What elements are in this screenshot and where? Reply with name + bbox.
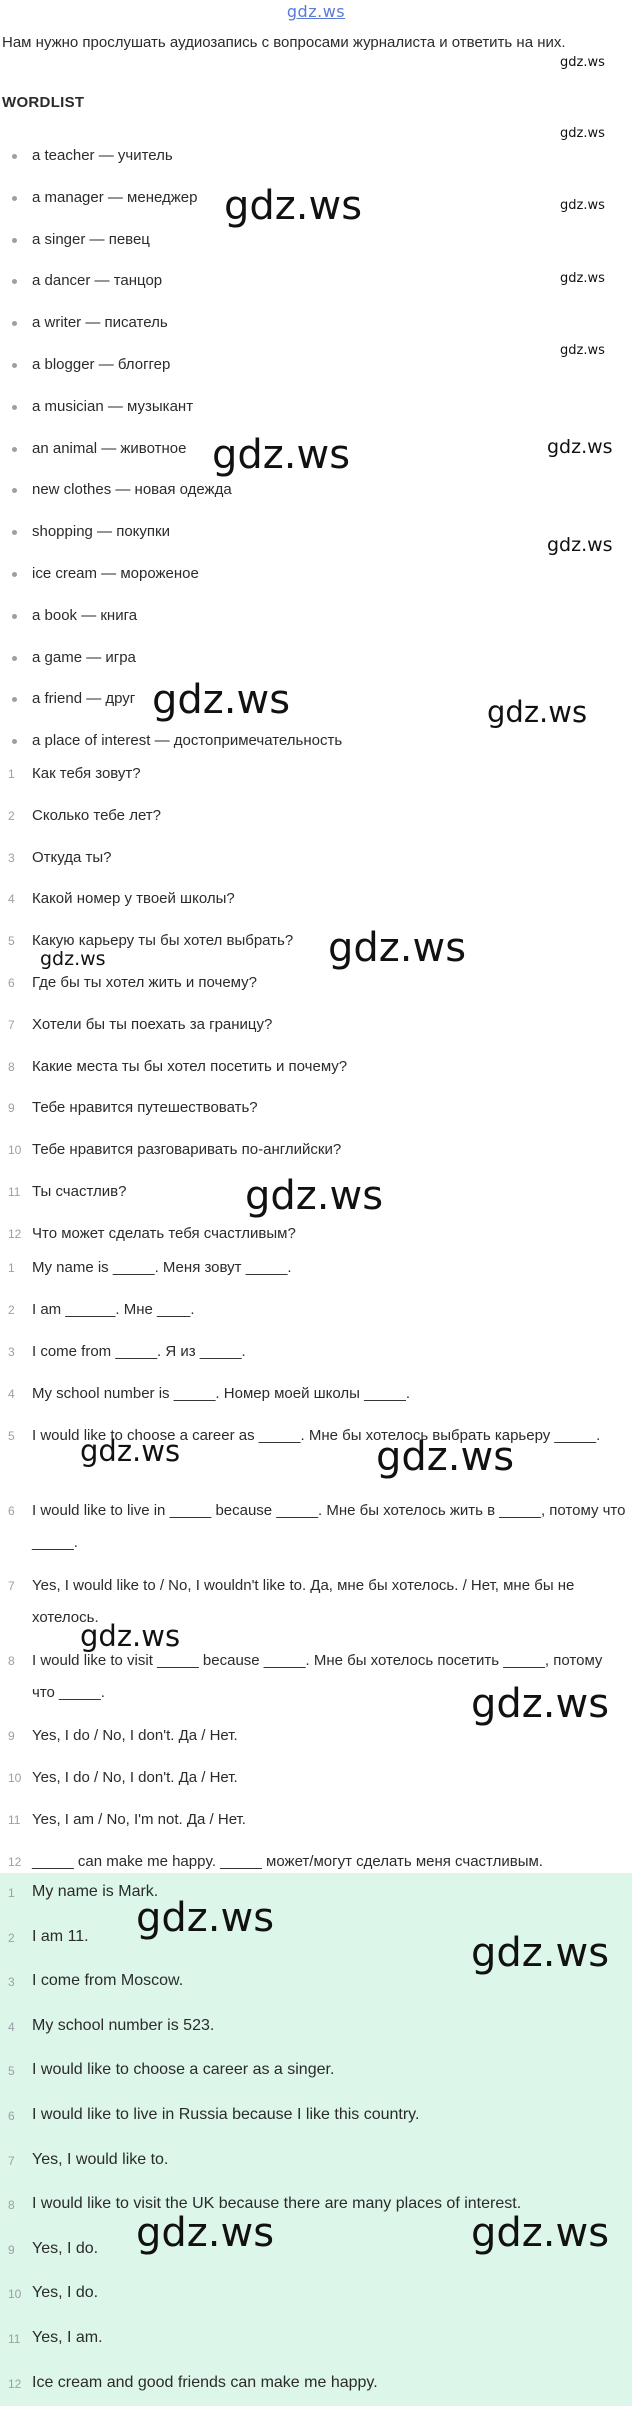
watermark: gdz.ws: [376, 1434, 515, 1480]
bullet-icon: [12, 279, 17, 284]
watermark: gdz.ws: [560, 55, 605, 70]
bullet-icon: [12, 238, 17, 243]
wordlist-item-text: a game — игра: [32, 648, 136, 666]
question-item: [0, 760, 632, 802]
item-number: 4: [8, 1387, 15, 1401]
wordlist-item: [0, 476, 342, 518]
watermark: gdz.ws: [471, 1930, 610, 1976]
template-text: I come from _____. Я из _____.: [32, 1343, 246, 1360]
item-number: 12: [8, 2376, 22, 2391]
answer-text: I would like to choose a career as a singer.: [32, 2061, 335, 2079]
watermark: gdz.ws: [328, 925, 467, 971]
template-item: [0, 1294, 632, 1336]
wordlist-item: [0, 560, 342, 602]
item-number: 8: [8, 1654, 15, 1668]
template-text: Yes, I do / No, I don't. Да / Нет.: [32, 1727, 238, 1744]
question-text: Какие места ты бы хотел посетить и почему?: [32, 1057, 348, 1075]
item-number: 8: [8, 2198, 15, 2213]
watermark: gdz.ws: [212, 432, 351, 478]
answer-text: I am 11.: [32, 1927, 89, 1945]
wordlist-item-text: a blogger — блоггер: [32, 355, 171, 373]
question-text: Сколько тебе лет?: [32, 806, 162, 824]
item-number: 10: [8, 1143, 22, 1158]
watermark: gdz.ws: [80, 1434, 181, 1468]
answer-text: My name is Mark.: [32, 1883, 159, 1900]
item-number: 6: [8, 2108, 15, 2123]
item-number: 12: [8, 1226, 22, 1241]
item-number: 7: [8, 1579, 15, 1593]
template-text: I am ______. Мне ____.: [32, 1301, 195, 1318]
wordlist-item: [0, 602, 342, 644]
item-number: 8: [8, 1059, 15, 1074]
wordlist-item-text: a teacher — учитель: [32, 147, 173, 164]
bullet-icon: [12, 321, 17, 326]
wordlist-item-text: a singer — певец: [32, 230, 150, 248]
watermark: gdz.ws: [224, 183, 363, 229]
item-number: 2: [8, 1303, 15, 1317]
template-item: [0, 1495, 632, 1570]
item-number: 3: [8, 1975, 15, 1990]
item-number: 1: [8, 1886, 15, 1900]
bullet-icon: [12, 405, 17, 410]
answer-item: [0, 2368, 632, 2412]
watermark: gdz.ws: [136, 1895, 275, 1941]
answer-text: My school number is 523.: [32, 2016, 215, 2034]
wordlist-item-text: new clothes — новая одежда: [32, 481, 232, 499]
watermark: gdz.ws: [152, 677, 291, 723]
answer-templates-list: [0, 1252, 632, 1888]
answer-text: I would like to live in Russia because I like this country.: [32, 2105, 420, 2123]
item-number: 5: [8, 934, 15, 949]
template-item: [0, 1336, 632, 1378]
item-number: 2: [8, 808, 15, 823]
answer-text: Yes, I would like to.: [32, 2150, 169, 2168]
item-number: 3: [8, 1345, 15, 1359]
wordlist-item: [0, 351, 342, 393]
question-item: [0, 1136, 632, 1178]
item-number: 5: [8, 2064, 15, 2079]
question-text: Откуда ты?: [32, 848, 112, 866]
watermark: gdz.ws: [547, 436, 613, 458]
template-text: _____ can make me happy. _____ может/могут сделать меня счастливым.: [32, 1853, 543, 1870]
wordlist-heading: WORDLIST: [2, 94, 85, 111]
bullet-icon: [12, 530, 17, 535]
item-number: 9: [8, 1729, 15, 1743]
item-number: 9: [8, 2242, 15, 2257]
item-number: 4: [8, 2019, 15, 2034]
template-item: [0, 1762, 632, 1804]
answer-item: [0, 2055, 632, 2100]
bullet-icon: [12, 154, 17, 159]
question-item: [0, 1011, 632, 1053]
question-item: [0, 1094, 632, 1136]
watermark: gdz.ws: [560, 271, 605, 286]
template-text: My name is _____. Меня зовут _____.: [32, 1259, 292, 1276]
site-logo[interactable]: gdz.ws: [286, 2, 346, 21]
watermark: gdz.ws: [136, 2210, 275, 2256]
wordlist-item-text: ice cream — мороженое: [32, 564, 199, 582]
wordlist-item: [0, 267, 342, 309]
item-number: 10: [8, 1771, 22, 1785]
wordlist-item-text: shopping — покупки: [32, 523, 170, 541]
watermark: gdz.ws: [547, 534, 613, 556]
answer-text: Yes, I am.: [32, 2328, 103, 2346]
wordlist-item-text: a friend — друг: [32, 690, 136, 708]
template-item: [0, 1252, 632, 1294]
bullet-icon: [12, 739, 17, 744]
question-item: [0, 885, 632, 927]
question-text: Что может сделать тебя счастливым?: [32, 1224, 296, 1242]
wordlist-item-text: a manager — менеджер: [32, 188, 198, 206]
template-text: My school number is _____. Номер моей школы _____.: [32, 1385, 411, 1402]
item-number: 10: [8, 2287, 22, 2302]
template-text: I would like to visit _____ because _____. Мне бы хотелось посетить _____, потому что _____.: [32, 1652, 603, 1701]
intro-text: Нам нужно прослушать аудиозапись с вопросами журналиста и ответить на них.: [2, 34, 566, 51]
watermark: gdz.ws: [80, 1619, 181, 1653]
wordlist-item: [0, 309, 342, 351]
item-number: 6: [8, 975, 15, 990]
question-item: [0, 969, 632, 1011]
wordlist-item-text: a musician — музыкант: [32, 397, 194, 415]
wordlist-item-text: a book — книга: [32, 606, 138, 624]
answer-item: [0, 2011, 632, 2056]
question-text: Какой номер у твоей школы?: [32, 890, 235, 908]
template-item: [0, 1378, 632, 1420]
item-number: 4: [8, 892, 15, 907]
item-number: 11: [8, 1813, 21, 1827]
item-number: 7: [8, 2153, 15, 2168]
watermark: gdz.ws: [245, 1173, 384, 1219]
wordlist-item-text: a dancer — танцор: [32, 272, 163, 290]
item-number: 12: [8, 1855, 22, 1869]
template-text: Yes, I do / No, I don't. Да / Нет.: [32, 1769, 238, 1786]
wordlist-item-text: a place of interest — достопримечательность: [32, 732, 343, 750]
wordlist-item: [0, 518, 342, 560]
watermark: gdz.ws: [487, 695, 588, 729]
question-text: Тебе нравится разговаривать по-английски?: [32, 1141, 342, 1159]
answer-text: Ice cream and good friends can make me happy.: [32, 2373, 378, 2391]
question-text: Хотели бы ты поехать за границу?: [32, 1015, 273, 1033]
wordlist-item: [0, 226, 342, 268]
bullet-icon: [12, 614, 17, 619]
bullet-icon: [12, 196, 17, 201]
answer-text: Yes, I do.: [32, 2284, 99, 2302]
answer-text: Yes, I do.: [32, 2239, 99, 2257]
watermark: gdz.ws: [560, 126, 605, 141]
answer-text: I come from Moscow.: [32, 1972, 184, 1990]
bullet-icon: [12, 656, 17, 661]
wordlist-item: [0, 142, 342, 184]
template-text: I would like to live in _____ because _____. Мне бы хотелось жить в _____, потому что _____.: [32, 1502, 626, 1551]
answer-item: [0, 2278, 632, 2323]
answer-item: [0, 2100, 632, 2145]
template-text: Yes, I am / No, I'm not. Да / Нет.: [32, 1811, 246, 1828]
question-text: Как тебя зовут?: [32, 765, 141, 782]
bullet-icon: [12, 697, 17, 702]
item-number: 1: [8, 1261, 15, 1275]
answer-item: [0, 1877, 632, 1922]
template-text: Yes, I would like to / No, I wouldn't like to. Да, мне бы хотелось. / Нет, мне бы не хотелось.: [32, 1577, 575, 1626]
wordlist-item: [0, 393, 342, 435]
item-number: 3: [8, 850, 15, 865]
question-text: Какую карьеру ты бы хотел выбрать?: [32, 932, 294, 950]
watermark: gdz.ws: [560, 343, 605, 358]
template-item: [0, 1804, 632, 1846]
item-number: 9: [8, 1101, 15, 1116]
question-text: Тебе нравится путешествовать?: [32, 1099, 258, 1117]
watermark: gdz.ws: [560, 198, 605, 213]
answer-item: [0, 2145, 632, 2190]
question-item: [0, 802, 632, 844]
template-text: I would like to choose a career as _____. Мне бы хотелось выбрать карьеру _____.: [32, 1427, 601, 1444]
question-item: [0, 844, 632, 886]
watermark: gdz.ws: [471, 2210, 610, 2256]
item-number: 11: [8, 1184, 21, 1199]
bullet-icon: [12, 363, 17, 368]
item-number: 6: [8, 1504, 15, 1518]
wordlist-item-text: an animal — животное: [32, 439, 187, 457]
bullet-icon: [12, 447, 17, 452]
item-number: 1: [8, 767, 15, 781]
bullet-icon: [12, 488, 17, 493]
item-number: 11: [8, 2331, 21, 2346]
wordlist-item-text: a writer — писатель: [32, 314, 168, 332]
answer-text: I would like to visit the UK because there are many places of interest.: [32, 2195, 522, 2213]
item-number: 5: [8, 1429, 15, 1443]
watermark: gdz.ws: [471, 1681, 610, 1727]
answer-item: [0, 2323, 632, 2368]
question-item: [0, 1053, 632, 1095]
question-text: Где бы ты хотел жить и почему?: [32, 973, 257, 991]
question-text: Ты счастлив?: [32, 1182, 127, 1200]
watermark: gdz.ws: [40, 948, 106, 970]
item-number: 2: [8, 1930, 15, 1945]
bullet-icon: [12, 572, 17, 577]
item-number: 7: [8, 1017, 15, 1032]
